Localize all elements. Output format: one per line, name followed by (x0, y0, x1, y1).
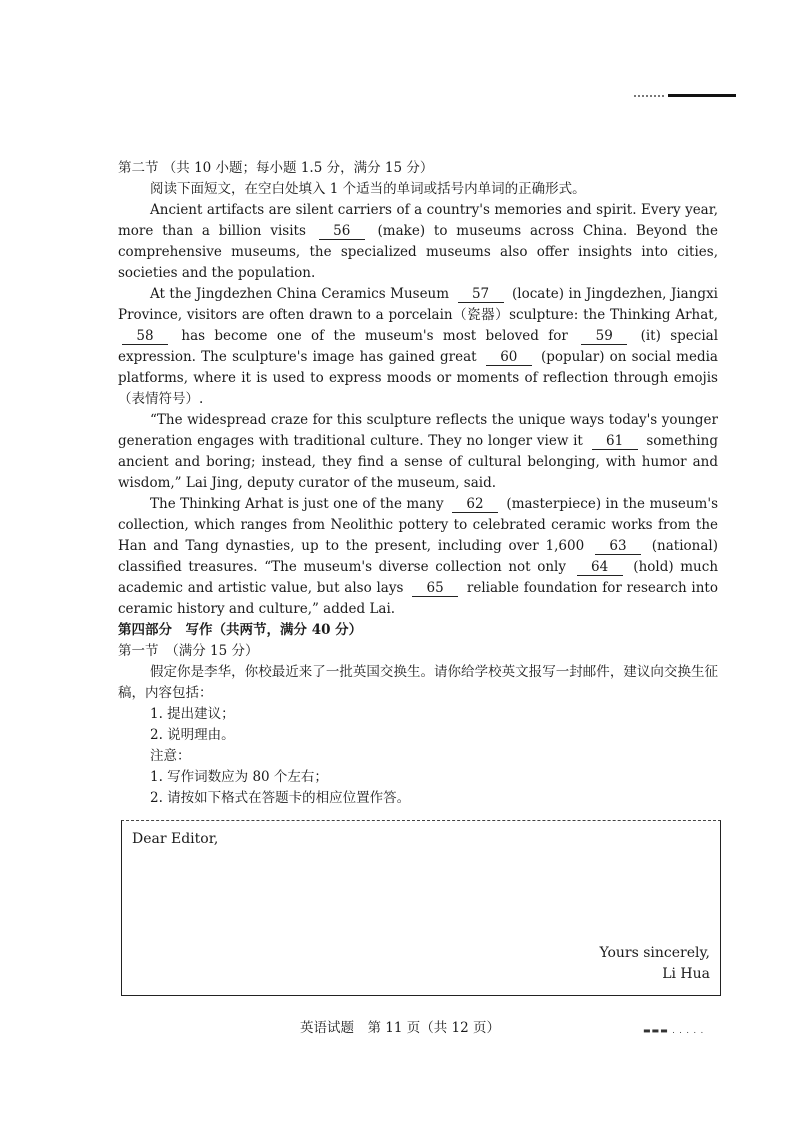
letter-greeting: Dear Editor, (132, 831, 219, 847)
blank-56[interactable]: 56 (319, 223, 365, 240)
passage-text: something ancient and boring; instead, they find a sense of cultural belonging, with humor and wisdom,” Lai Jing, deputy curator of the museum, said. (118, 433, 718, 491)
passage-text: The Thinking Arhat is just one of the many (150, 496, 444, 512)
exam-page (118, 158, 718, 809)
passage-text: has become one of the museum's most beloved for (181, 328, 568, 344)
blank-57[interactable]: 57 (458, 286, 504, 303)
prompt-item-1: 1. 提出建议； (150, 706, 235, 722)
passage-text: (it) special expression. The sculpture's image has gained great (118, 328, 719, 365)
header-dotted-rule (634, 95, 664, 99)
blank-58[interactable]: 58 (122, 328, 168, 345)
blank-65[interactable]: 65 (412, 580, 458, 597)
blank-59[interactable]: 59 (581, 328, 627, 345)
blank-61[interactable]: 61 (592, 433, 638, 450)
note-item-1: 1. 写作词数应为 80 个左右； (150, 769, 328, 785)
passage-paragraph-2 (118, 284, 718, 410)
writing-prompt: 假定你是李华，你校最近来了一批英国交换生。请你给学校英文报写一封邮件，建议向交换生征稿，内容包括： (118, 664, 718, 701)
note-item-2: 2. 请按如下格式在答题卡的相应位置作答。 (150, 790, 411, 806)
passage-paragraph-1 (118, 200, 718, 284)
passage-text: (locate) in Jingdezhen, Jiangxi Province, visitors are often drawn to a porcelain（瓷器）sculpture: the Thinking Arhat, (118, 286, 718, 323)
passage-text: (hold) much academic and artistic value, but also lays (118, 559, 719, 596)
passage-text: Ancient artifacts are silent carriers of a country's memories and spirit. Every year, more than a billion visits (118, 202, 718, 239)
letter-closing: Yours sincerely, (599, 945, 710, 961)
blank-62[interactable]: 62 (452, 496, 498, 513)
passage-text: (make) to museums across China. Beyond the comprehensive museums, the specialized museums also offer insights into cities, societies and the population. (118, 223, 718, 281)
part4-heading: 第四部分 写作（共两节，满分 40 分） (118, 622, 363, 638)
blank-64[interactable]: 64 (577, 559, 623, 576)
letter-signature: Li Hua (662, 966, 710, 982)
print-mark: ▬▬▬ . . . . . (643, 1026, 705, 1035)
part4-section1-heading: 第一节 （满分 15 分） (118, 643, 259, 659)
letter-template-box[interactable] (121, 820, 721, 996)
passage-text: “The widespread craze for this sculpture reflects the unique ways today's younger generation engages with traditional culture. They no longer view it (118, 412, 718, 449)
section2-heading: 第二节 （共 10 小题；每小题 1.5 分，满分 15 分） (118, 160, 434, 176)
prompt-item-2: 2. 说明理由。 (150, 727, 235, 743)
page-footer: 英语试题 第 11 页（共 12 页） (299, 1020, 501, 1036)
passage-text: At the Jingdezhen China Ceramics Museum (150, 286, 450, 302)
section2-instruction: 阅读下面短文，在空白处填入 1 个适当的单词或括号内单词的正确形式。 (150, 181, 586, 197)
passage-text: (popular) on social media platforms, where it is used to express moods or moments of reflection through emojis（表情符号）. (118, 349, 718, 407)
note-title: 注意： (150, 748, 191, 764)
passage-text: (masterpiece) in the museum's collection, which ranges from Neolithic pottery to celebrated ceramic works from the Han and Tang dynasties, up to the present, including over 1,600 (118, 496, 718, 554)
passage-text: reliable foundation for research into ceramic history and culture,” added Lai. (118, 580, 718, 617)
passage-paragraph-4 (118, 494, 718, 620)
blank-63[interactable]: 63 (595, 538, 641, 555)
header-rule (668, 94, 736, 97)
blank-60[interactable]: 60 (486, 349, 532, 366)
passage-text: (national) classified treasures. “The museum's diverse collection not only (118, 538, 718, 575)
passage-paragraph-3 (118, 410, 718, 494)
